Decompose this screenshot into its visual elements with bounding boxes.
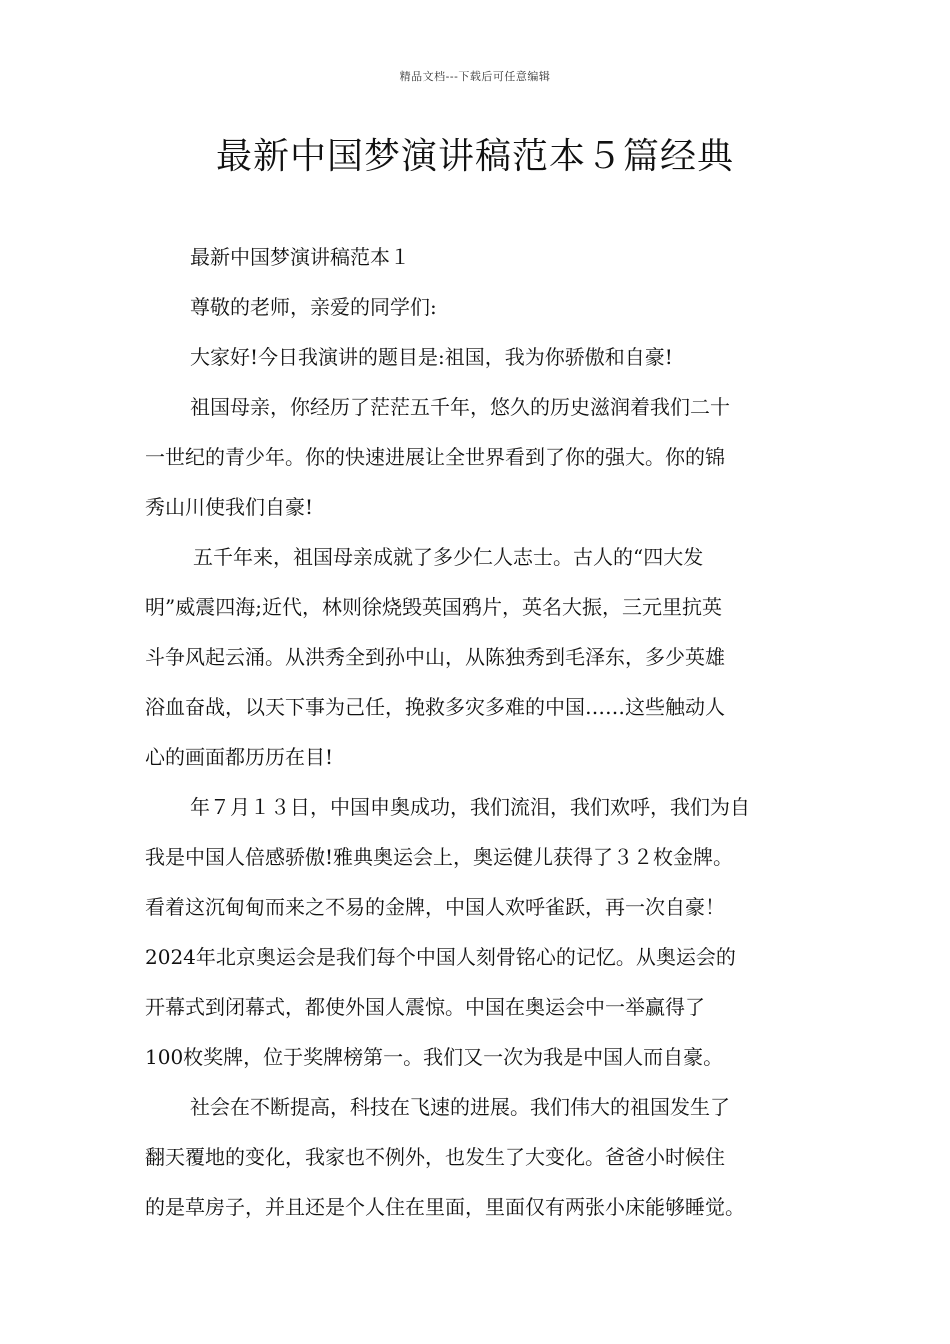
paragraph-line: 2024年北京奥运会是我们每个中国人刻骨铭心的记忆。从奥运会的 [145, 945, 736, 969]
greeting-line: 大家好!今日我演讲的题目是:祖国，我为你骄傲和自豪! [190, 345, 673, 369]
paragraph-line: 年７月１３日，中国申奥成功，我们流泪，我们欢呼，我们为自 [190, 795, 750, 819]
paragraph-line: 翻天覆地的变化，我家也不例外，也发生了大变化。爸爸小时候住 [145, 1145, 725, 1169]
document-title: 最新中国梦演讲稿范本５篇经典 [215, 136, 734, 177]
document-body [145, 232, 825, 1232]
paragraph-line: 我是中国人倍感骄傲!雅典奥运会上，奥运健儿获得了３２枚金牌。 [145, 845, 734, 869]
paragraph-line: 社会在不断提高，科技在飞速的进展。我们伟大的祖国发生了 [190, 1095, 730, 1119]
paragraph-line: 秀山川使我们自豪! [145, 495, 314, 519]
paragraph-line: 五千年来，祖国母亲成就了多少仁人志士。古人的“四大发 [193, 545, 704, 569]
salutation: 尊敬的老师，亲爱的同学们: [190, 295, 437, 319]
paragraph-line: 祖国母亲，你经历了茫茫五千年，悠久的历史滋润着我们二十 [190, 395, 730, 419]
paragraph-line: 心的画面都历历在目! [145, 745, 334, 769]
paragraph-line: 明”威震四海;近代，林则徐烧毁英国鸦片，英名大振，三元里抗英 [145, 595, 722, 619]
header-note: 精品文档---下载后可任意编辑 [399, 70, 551, 83]
paragraph-line: 的是草房子，并且还是个人住在里面，里面仅有两张小床能够睡觉。 [145, 1195, 745, 1219]
paragraph-line: 开幕式到闭幕式，都使外国人震惊。中国在奥运会中一举赢得了 [145, 995, 705, 1019]
paragraph-line: 一世纪的青少年。你的快速进展让全世界看到了你的强大。你的锦 [145, 445, 725, 469]
section-heading: 最新中国梦演讲稿范本１ [190, 245, 410, 269]
paragraph-line: 斗争风起云涌。从洪秀全到孙中山，从陈独秀到毛泽东，多少英雄 [145, 645, 725, 669]
paragraph-line: 看着这沉甸甸而来之不易的金牌，中国人欢呼雀跃，再一次自豪！ [145, 895, 725, 919]
paragraph-line: 浴血奋战，以天下事为己任，挽救多灾多难的中国……这些触动人 [145, 695, 725, 719]
paragraph-line: 100枚奖牌，位于奖牌榜第一。我们又一次为我是中国人而自豪。 [145, 1045, 724, 1069]
